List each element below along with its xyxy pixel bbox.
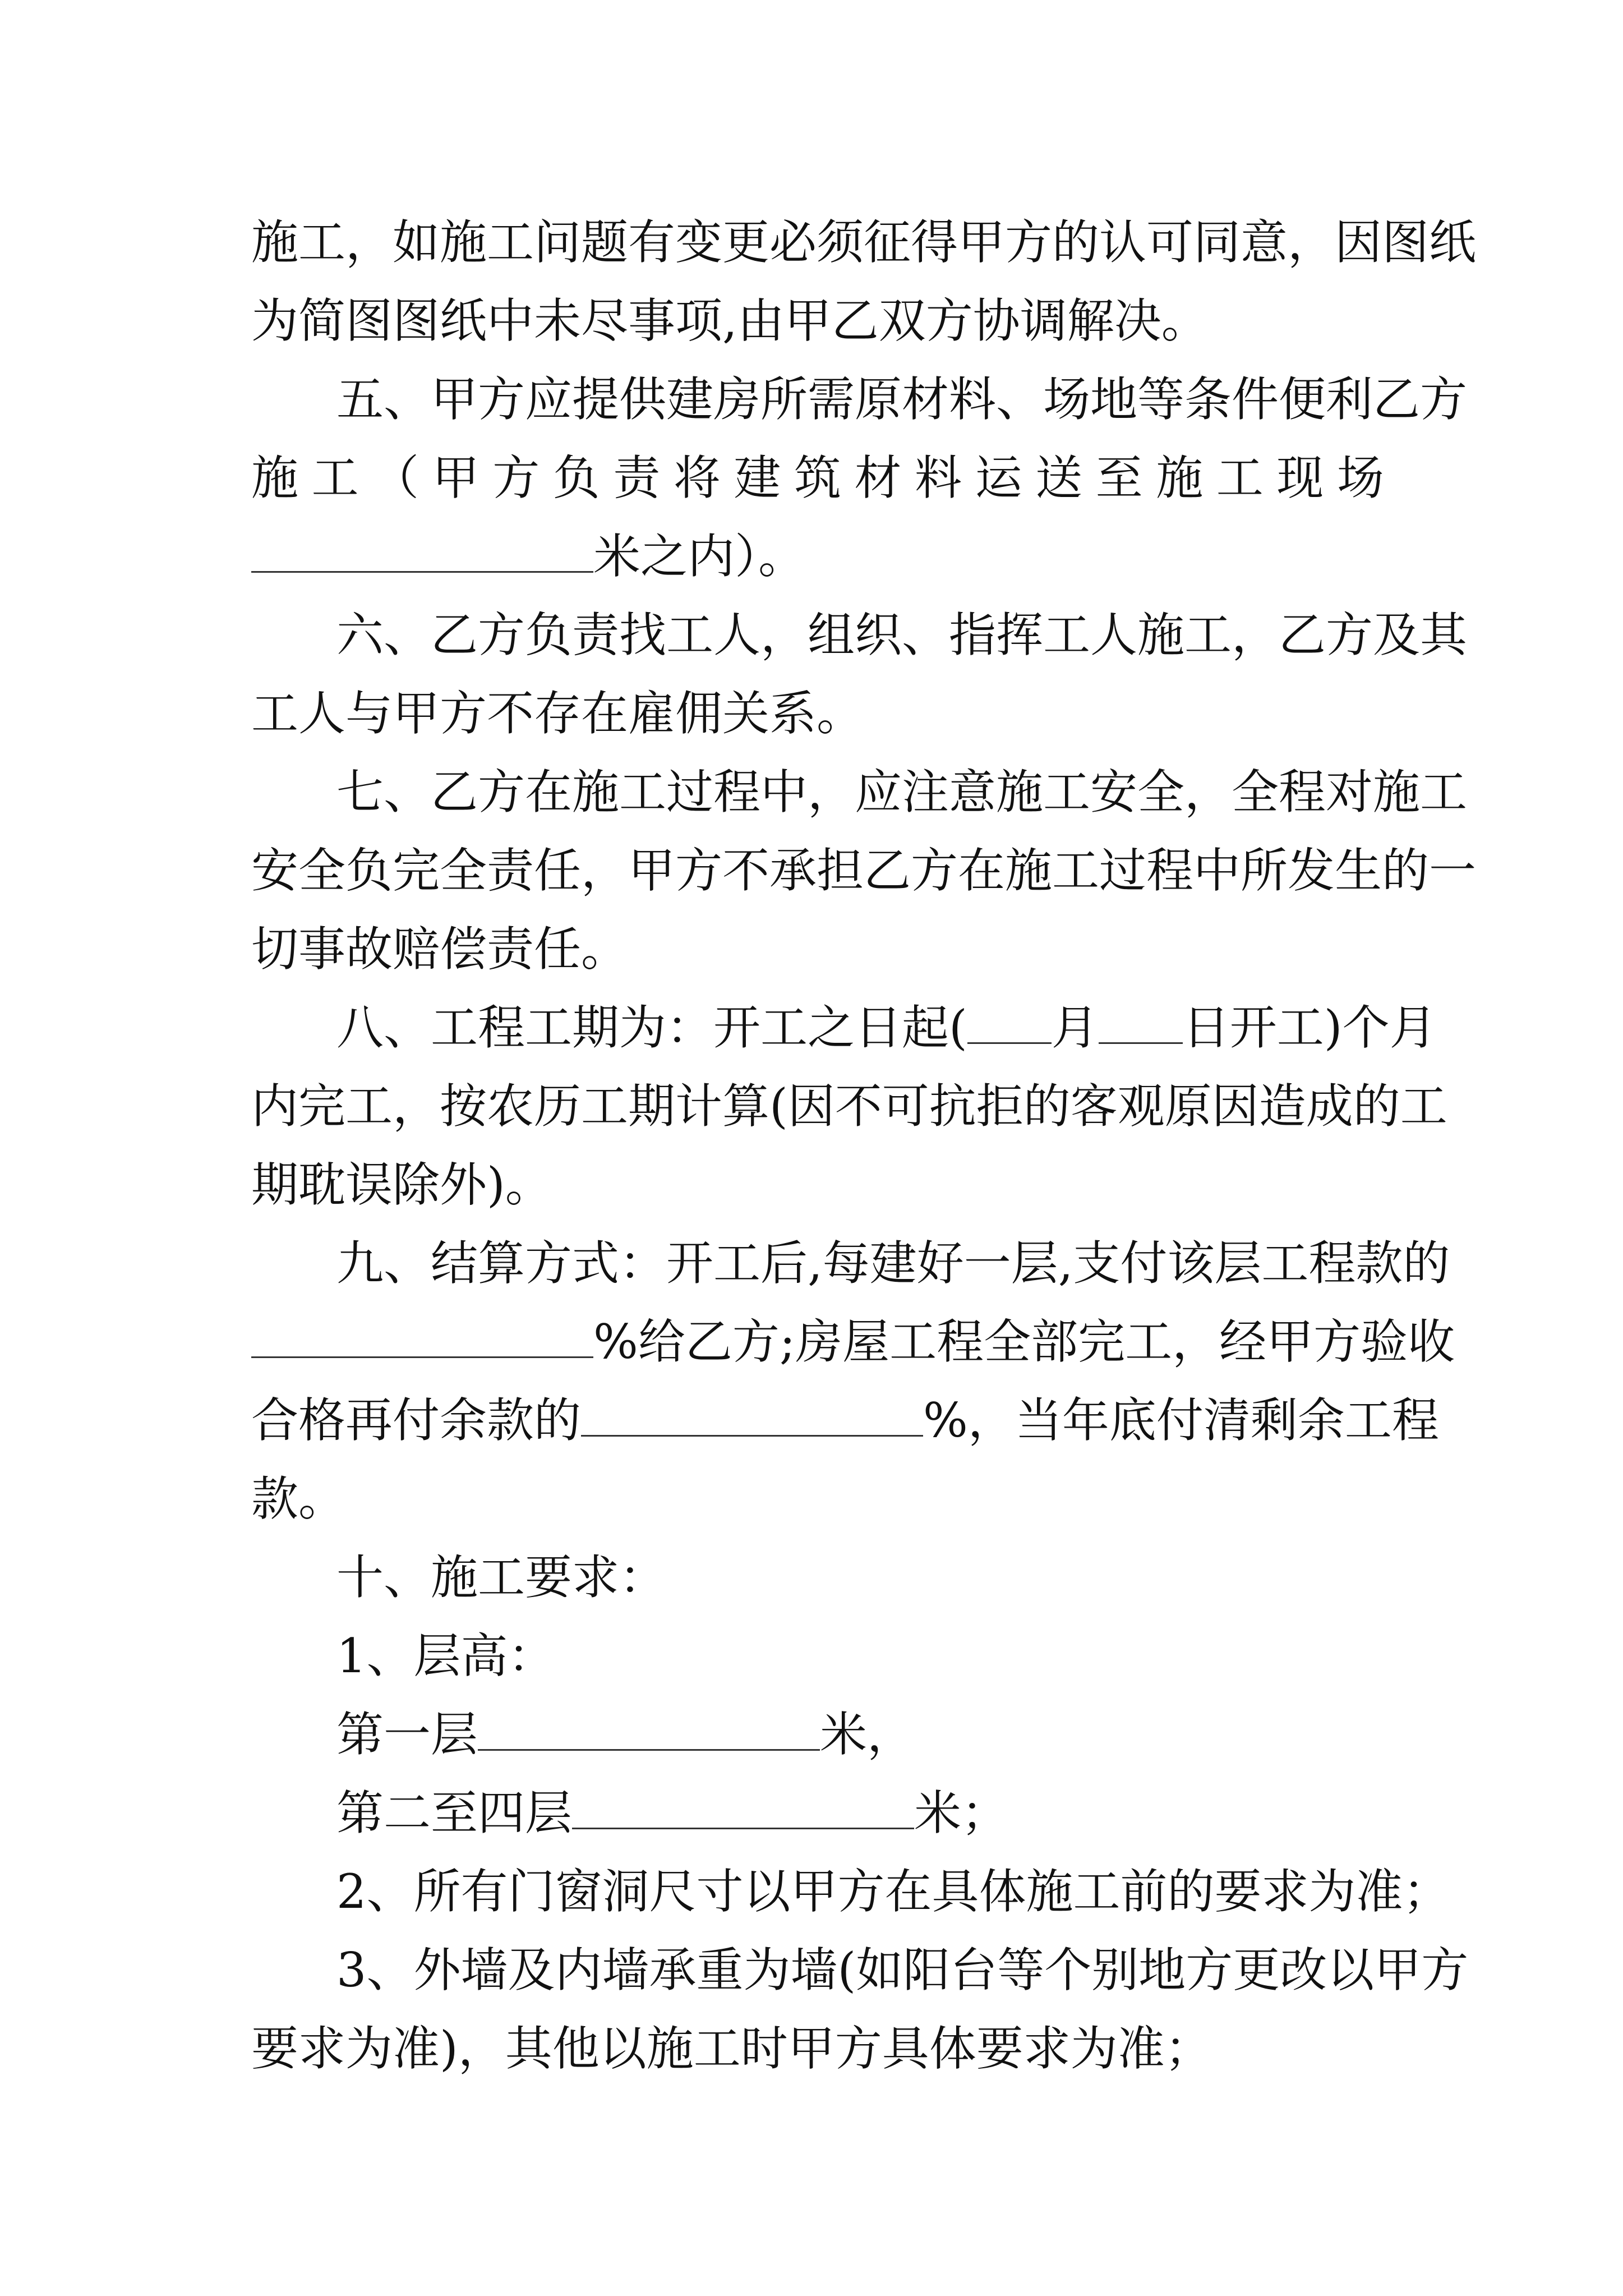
char: 负 [552, 450, 600, 505]
char: 方 [492, 450, 540, 505]
blank-underline [478, 1705, 820, 1751]
char: 责 [613, 450, 661, 505]
text: 米之内）。 [593, 529, 806, 584]
text: 八、工程工期为：开工之日起( [336, 1000, 967, 1055]
clause-9-blank-line [251, 1303, 1455, 1381]
char: 至 [1095, 450, 1143, 505]
item-2-line: 2、所有门窗洞尺寸以甲方在具体施工前的要求为准； [336, 1864, 1450, 1919]
text: 月 [1051, 1000, 1099, 1055]
text: 米， [820, 1707, 915, 1762]
paragraph-line: 款。 [251, 1471, 346, 1526]
text: 合格再付余款的 [251, 1393, 582, 1448]
char: 现 [1276, 450, 1324, 505]
clause-10-heading: 十、施工要求： [336, 1550, 667, 1605]
char: 料 [915, 450, 962, 505]
paragraph-line: 要求为准)，其他以施工时甲方具体要求为准； [251, 2021, 1212, 2076]
clause-9-blank-line [251, 1381, 1439, 1460]
paragraph-line: 施工，如施工问题有变更必须征得甲方的认可同意，因图纸 [251, 215, 1477, 270]
text: 日开工)个月 [1182, 1000, 1437, 1055]
item-3-line: 3、外墙及内墙承重为墙(如阳台等个别地方更改以甲方 [336, 1943, 1469, 1998]
paragraph-line: 期耽误除外)。 [251, 1157, 552, 1212]
blank-underline [251, 1313, 593, 1358]
text: 第一层 [336, 1707, 478, 1762]
paragraph-line: 内完工，按农历工期计算(因不可抗拒的客观原因造成的工 [251, 1079, 1447, 1134]
clause-7-line: 七、乙方在施工过程中，应注意施工安全，全程对施工 [336, 765, 1468, 820]
blank-underline [251, 527, 593, 573]
clause-5-tail-line [251, 517, 1384, 596]
paragraph-line: 为简图图纸中未尽事项,由甲乙双方协调解决。 [251, 293, 1209, 348]
char: 筑 [794, 450, 841, 505]
clause-5-spaced-line [251, 439, 1384, 517]
clause-9-line: 九、结算方式：开工后,每建好一层,支付该层工程款的 [336, 1236, 1450, 1291]
char: 材 [854, 450, 902, 505]
char: 送 [1035, 450, 1083, 505]
char: 甲 [432, 450, 479, 505]
paragraph-line: 切事故赔偿责任。 [251, 922, 629, 977]
blank-underline [572, 1784, 914, 1829]
blank-underline [581, 1391, 923, 1437]
blank-underline [1099, 999, 1183, 1044]
text: %给乙方;房屋工程全部完工，经甲方验收 [593, 1314, 1455, 1369]
paragraph-line: 工人与甲方不存在雇佣关系。 [251, 686, 864, 741]
floor-height-line [336, 1774, 1384, 1852]
paragraph-line: 安全负完全责任，甲方不承担乙方在施工过程中所发生的一 [251, 843, 1477, 898]
char: 工 [311, 450, 359, 505]
clause-5-line: 五、甲方应提供建房所需原材料、场地等条件便利乙方 [336, 372, 1468, 427]
item-1-heading: 1、层高： [336, 1628, 555, 1683]
char: 工 [1216, 450, 1264, 505]
char: 施 [251, 450, 299, 505]
floor-height-line [336, 1695, 1384, 1774]
char: 施 [1156, 450, 1204, 505]
char: 建 [734, 450, 781, 505]
char: 场 [1336, 450, 1384, 505]
char: 将 [673, 450, 721, 505]
char: 运 [975, 450, 1022, 505]
clause-6-line: 六、乙方负责找工人，组织、指挥工人施工，乙方及其 [336, 608, 1468, 662]
text: %，当年底付清剩余工程 [923, 1393, 1439, 1448]
clause-8-line [336, 988, 1437, 1067]
blank-underline [967, 999, 1052, 1044]
text: 米； [914, 1786, 1009, 1841]
char: （ [372, 450, 419, 505]
text: 第二至四层 [336, 1786, 573, 1841]
